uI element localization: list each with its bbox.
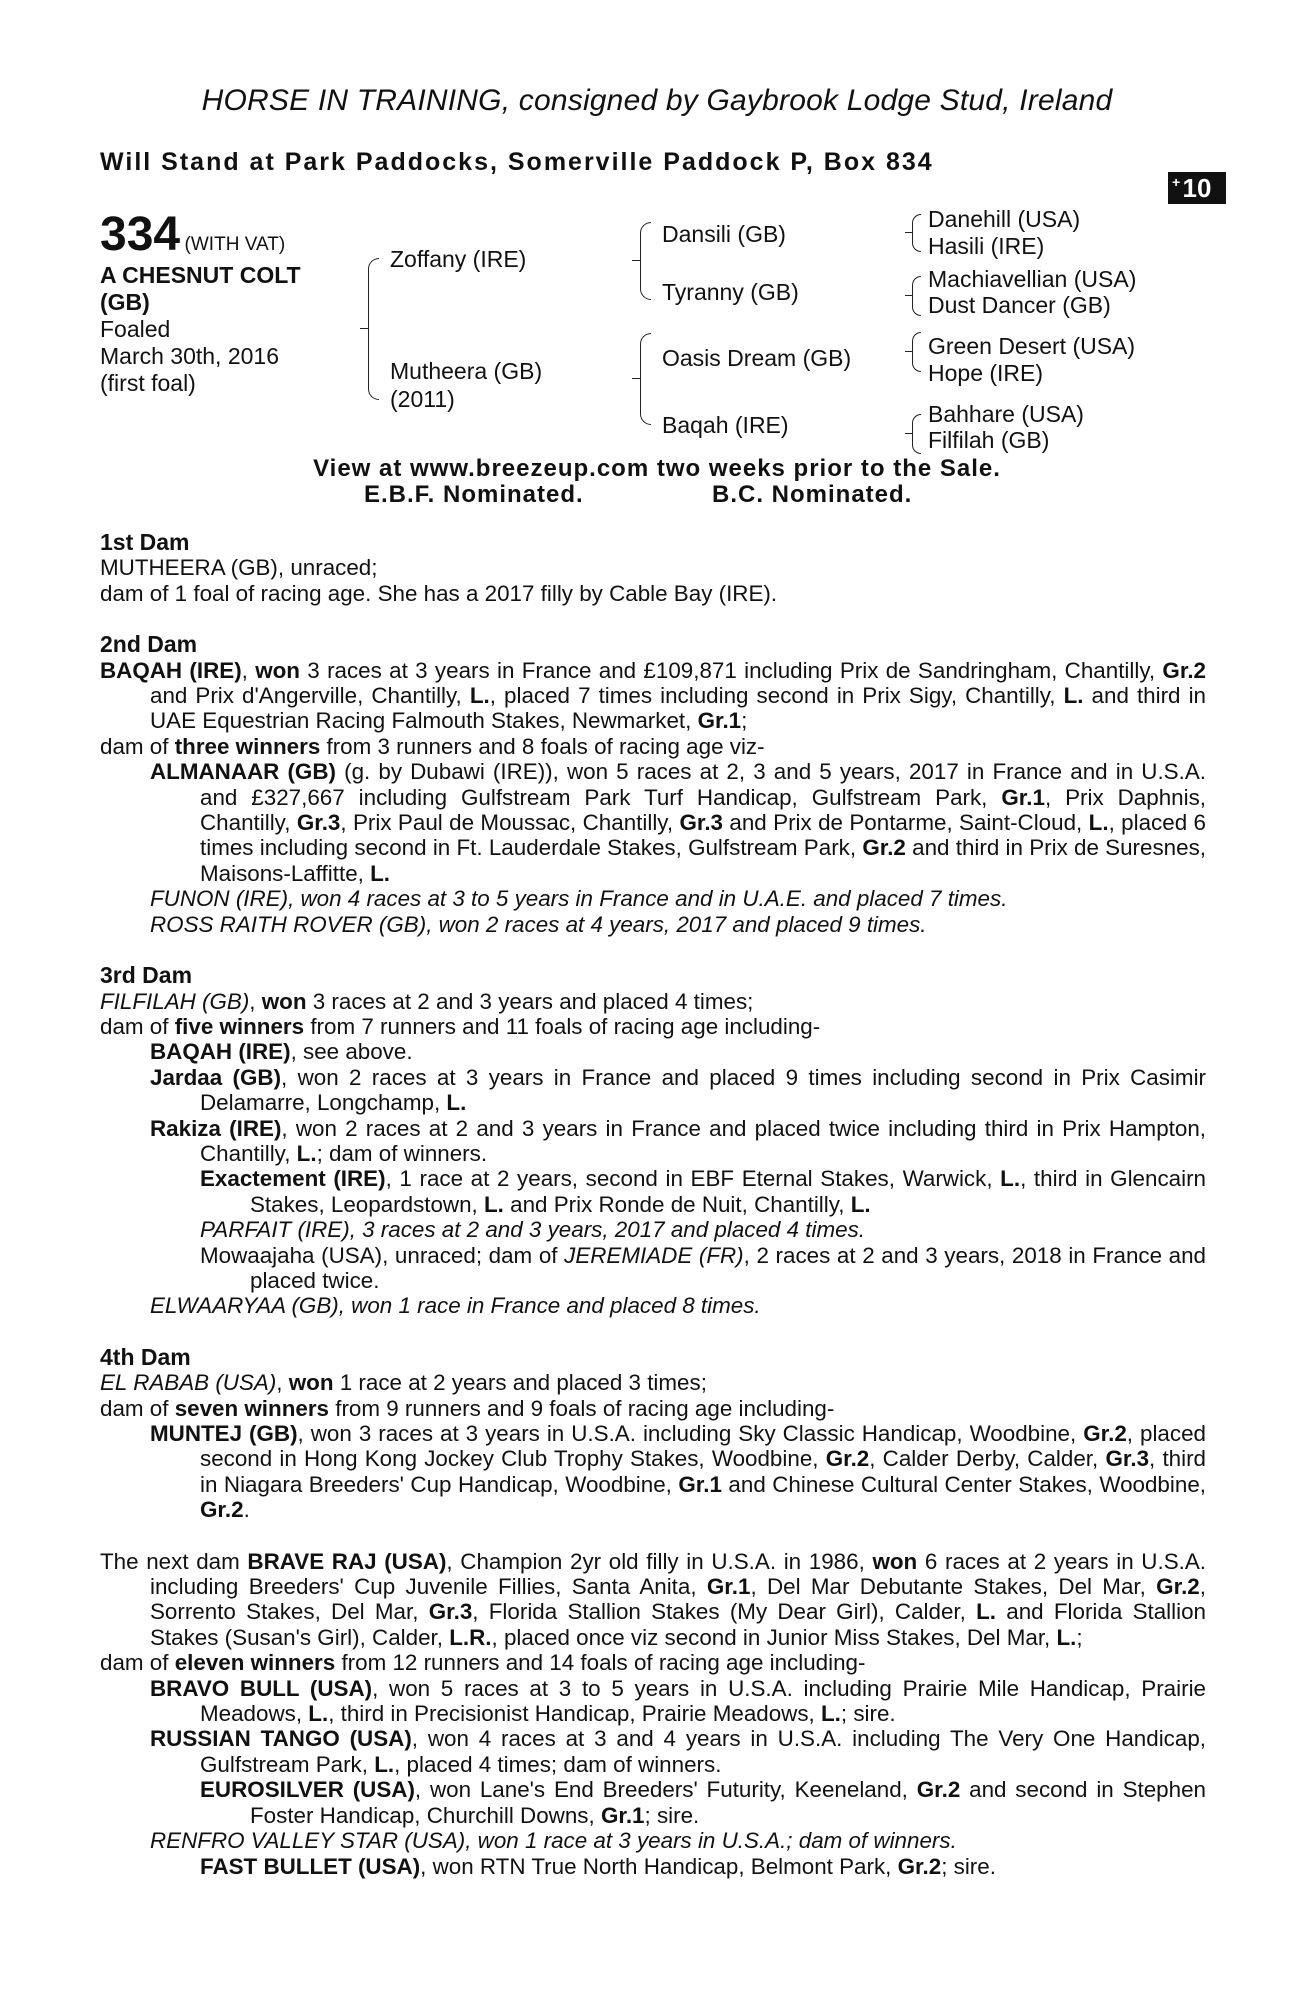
pedigree-bracket-tick [905,295,912,296]
lot-line-4: March 30th, 2016 [100,343,280,369]
horse-name: Exactement (IRE) [200,1166,386,1192]
horse-name: Rakiza (IRE) [150,1115,282,1141]
horse-name: Jardaa (GB) [150,1064,282,1090]
horse-name: FUNON (IRE) [150,886,289,912]
catalogue-body [100,530,1206,1879]
bc-nominated: B.C. Nominated. [712,481,913,508]
pedigree-sss: Danehill (USA) [928,206,1081,232]
pedigree-bracket [912,276,921,316]
produce-entry: Jardaa (GB), won 2 races at 3 years in France and placed 9 times including second in Prix Casimir Delamarre, Longchamp, L. [150,1064,1207,1116]
dam-name: BAQAH (IRE) [100,657,242,683]
produce-summary: dam of eleven winners from 12 runners and 14 foals of racing age including- [100,1650,866,1676]
pedigree-sire-dam: Tyranny (GB) [662,279,799,305]
lot-line-3: Foaled [100,316,171,342]
dam-line: dam of 1 foal of racing age. She has a 2017 filly by Cable Bay (IRE). [100,580,778,606]
horse-name: BAQAH (IRE) [150,1039,291,1065]
pedigree-bracket [640,333,651,425]
pedigree-dss: Green Desert (USA) [928,333,1136,359]
dam-record: BAQAH (IRE), won 3 races at 3 years in France and £109,871 including Prix de Sandringham, Chantilly, Gr.2 and Prix d'Angerville, Chantilly, L., placed 7 times including second in Prix Sigy, Chantilly, L. and third in UAE Equestrian Racing Falmouth Stakes, Newmarket, Gr.1; [100,657,1206,734]
produce-entry: BAQAH (IRE), see above. [150,1039,413,1065]
grand-produce-entry: Exactement (IRE), 1 race at 2 years, second in EBF Eternal Stakes, Warwick, L., third in Glencairn Stakes, Leopardstown, L. and Prix Ronde de Nuit, Chantilly, L. [200,1166,1206,1217]
horse-name: ALMANAAR (GB) [150,759,336,785]
produce-entry: BRAVO BULL (USA), won 5 races at 3 to 5 years in U.S.A. including Prairie Mile Handicap, Prairie Meadows, L., third in Precisionist Handicap, Prairie Meadows, L.; sire. [150,1675,1206,1727]
lot-vat: (WITH VAT) [184,234,286,255]
horse-name: BRAVO BULL (USA) [150,1675,373,1701]
produce-entry: FUNON (IRE), won 4 races at 3 to 5 years in France and in U.A.E. and placed 7 times. [150,886,1008,912]
pedigree-sire: Zoffany (IRE) [390,246,527,272]
produce-entry: RENFRO VALLEY STAR (USA), won 1 race at 3 years in U.S.A.; dam of winners. [150,1828,957,1854]
lot-description [100,262,301,397]
horse-name: PARFAIT (IRE) [200,1217,350,1243]
lot-line-5: (first foal) [100,370,196,396]
pedigree-bracket-tick [905,351,912,352]
produce-summary: dam of seven winners from 9 runners and 9 foals of racing age including- [100,1395,835,1421]
produce-entry: ELWAARYAA (GB), won 1 race in France and placed 8 times. [150,1293,761,1319]
pedigree-bracket [912,332,921,372]
pedigree-dsd: Hope (IRE) [928,360,1044,386]
dam-heading: 2nd Dam [100,631,198,658]
lot-number-block [100,210,285,260]
fourth-dam-section [100,1345,1206,1523]
produce-summary: dam of five winners from 7 runners and 11 foals of racing age including- [100,1013,821,1039]
horse-name: RUSSIAN TANGO (USA) [150,1726,412,1752]
view-online-note: View at www.breezeup.com two weeks prior to the Sale. [313,455,1001,482]
grand-produce-entry: FAST BULLET (USA), won RTN True North Handicap, Belmont Park, Gr.2; sire. [200,1853,996,1879]
produce-entry: MUNTEJ (GB), won 3 races at 3 years in U.S.A. including Sky Classic Handicap, Woodbine, Gr.2, placed second in Hong Kong Jockey Club Trophy Stakes, Woodbine, Gr.2, Calder Derby, Calder, Gr.3, third in Niagara Breeders' Cup Handicap, Woodbine, Gr.1 and Chinese Cultural Center Stakes, Woodbine, Gr.2. [150,1421,1207,1523]
page-title: HORSE IN TRAINING, consigned by Gaybrook Lodge Stud, Ireland [201,84,1113,117]
horse-name: RENFRO VALLEY STAR (USA) [150,1828,466,1854]
horse-name: ROSS RAITH ROVER (GB) [150,911,427,937]
dam-line: MUTHEERA (GB), unraced; [100,555,378,581]
second-dam-section [100,632,1206,937]
pedigree-dam-dam: Baqah (IRE) [662,412,789,438]
pedigree-bracket-tick [360,328,368,329]
next-dam-section [100,1549,1206,1879]
pedigree-bracket-tick [905,232,912,233]
pedigree-bracket [912,214,921,252]
pedigree-bracket-tick [905,433,912,434]
logo-text: 10 [1182,173,1212,203]
lot-number: 334 [100,208,181,261]
horse-name: EUROSILVER (USA) [200,1777,415,1803]
pedigree-ssd: Hasili (IRE) [928,233,1045,259]
dam-heading: 1st Dam [100,529,190,555]
horse-name: FAST BULLET (USA) [200,1853,421,1879]
pedigree-bracket-tick [632,260,640,261]
pedigree-ddd: Filfilah (GB) [928,427,1050,453]
first-dam-section [100,530,1206,606]
pedigree-bracket-tick [632,378,640,379]
grand-produce-entry: PARFAIT (IRE), 3 races at 2 and 3 years, 2017 and placed 4 times. [200,1217,865,1243]
pedigree-dds: Bahhare (USA) [928,401,1084,427]
third-dam-section [100,963,1206,1319]
horse-name: JEREMIADE (FR) [564,1242,744,1268]
dam-record: FILFILAH (GB), won 3 races at 2 and 3 years and placed 4 times; [100,988,754,1014]
pedigree-sdd: Dust Dancer (GB) [928,292,1111,318]
lot-line-2: (GB) [100,289,150,315]
dam-heading: 3rd Dam [100,962,193,989]
horse-name: ELWAARYAA (GB) [150,1293,339,1319]
ebf-nominated: E.B.F. Nominated. [364,481,584,508]
pedigree-bracket [368,258,379,400]
stand-location: Will Stand at Park Paddocks, Somerville Paddock P, Box 834 [100,148,934,176]
breeze-up-logo [1168,172,1226,204]
pedigree-dam-sire: Oasis Dream (GB) [662,345,852,371]
dam-record: EL RABAB (USA), won 1 race at 2 years and placed 3 times; [100,1370,707,1396]
pedigree-bracket [912,414,921,454]
pedigree-dam-name: Mutheera (GB) [390,358,543,384]
dam-heading: 4th Dam [100,1343,191,1370]
pedigree-sds: Machiavellian (USA) [928,266,1137,292]
produce-entry: ROSS RAITH ROVER (GB), won 2 races at 4 years, 2017 and placed 9 times. [150,911,927,937]
pedigree-bracket [640,222,651,300]
horse-name: MUNTEJ (GB) [150,1421,298,1446]
lot-line-1: A CHESNUT COLT [100,262,301,288]
pedigree-dam-year: (2011) [390,386,455,412]
logo-plus: + [1172,174,1181,190]
grand-produce-entry: EUROSILVER (USA), won Lane's End Breeders' Futurity, Keeneland, Gr.2 and second in Stephen Foster Handicap, Churchill Downs, Gr.1; sire. [200,1777,1206,1828]
produce-entry: RUSSIAN TANGO (USA), won 4 races at 3 and 4 years in U.S.A. including The Very One Handicap, Gulfstream Park, L., placed 4 times; dam of winners. [150,1726,1206,1777]
dam-record: The next dam BRAVE RAJ (USA), Champion 2yr old filly in U.S.A. in 1986, won 6 races at 2 years in U.S.A. including Breeders' Cup Juvenile Fillies, Santa Anita, Gr.1, Del Mar Debutante Stakes, Del Mar, Gr.2, Sorrento Stakes, Del Mar, Gr.3, Florida Stallion Stakes (My Dear Girl), Calder, L. and Florida Stallion Stakes (Susan's Girl), Calder, L.R., placed once viz second in Junior Miss Stakes, Del Mar, L.; [100,1548,1207,1650]
produce-entry: ALMANAAR (GB) (g. by Dubawi (IRE)), won 5 races at 2, 3 and 5 years, 2017 in France and in U.S.A. and £327,667 including Gulfstream Park Turf Handicap, Gulfstream Park, Gr.1, Prix Daphnis, Chantilly, Gr.3, Prix Paul de Moussac, Chantilly, Gr.3 and Prix de Pontarme, Saint-Cloud, L., placed 6 times including second in Ft. Lauderdale Stakes, Gulfstream Park, Gr.2 and third in Prix de Suresnes, Maisons-Laffitte, L. [150,759,1206,886]
dam-name: EL RABAB (USA) [100,1370,277,1396]
dam-name: BRAVE RAJ (USA) [247,1548,447,1574]
produce-entry: Rakiza (IRE), won 2 races at 2 and 3 years in France and placed twice including third in Prix Hampton, Chantilly, L.; dam of winners. [150,1115,1206,1166]
pedigree-sire-sire: Dansili (GB) [662,221,786,247]
dam-name: FILFILAH (GB) [100,988,250,1014]
grand-produce-entry: Mowaajaha (USA), unraced; dam of JEREMIADE (FR), 2 races at 2 and 3 years, 2018 in France and placed twice. [200,1242,1207,1293]
produce-summary: dam of three winners from 3 runners and 8 foals of racing age viz- [100,733,765,759]
